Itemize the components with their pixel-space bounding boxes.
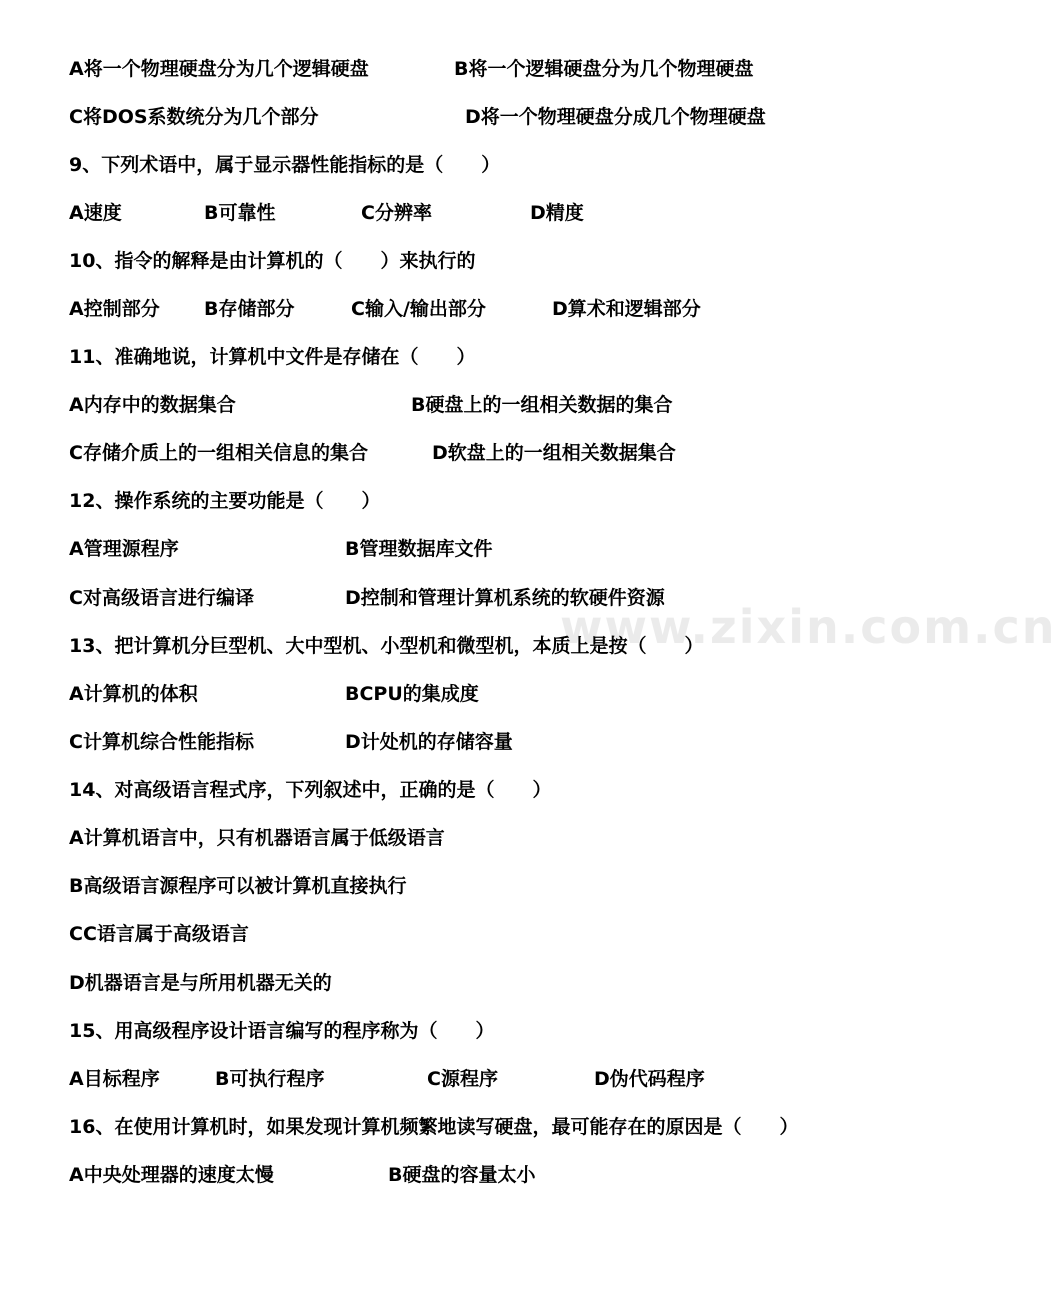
answer-option: D算术和逻辑部分 [552,298,701,320]
answer-option: A计算机语言中，只有机器语言属于低级语言 [69,827,445,849]
question-text: 13、把计算机分巨型机、大中型机、小型机和微型机，本质上是按（ ） [69,635,704,657]
answer-option: B将一个逻辑硬盘分为几个物理硬盘 [454,58,754,80]
answer-option: A管理源程序 [69,538,179,560]
answer-option: A速度 [69,202,122,224]
answer-option: D计处机的存储容量 [345,731,513,753]
answer-option: B存储部分 [204,298,295,320]
question-text: 15、用高级程序设计语言编写的程序称为（ ） [69,1020,495,1042]
question-text: 10、指令的解释是由计算机的（ ）来执行的 [69,250,476,272]
answer-option: BCPU的集成度 [345,683,479,705]
answer-option: C输入/输出部分 [351,298,486,320]
watermark: www.zixin.com.cn [560,600,1057,654]
question-text: 12、操作系统的主要功能是（ ） [69,490,381,512]
answer-option: D精度 [530,202,584,224]
answer-option: C源程序 [427,1068,498,1090]
answer-option: C存储介质上的一组相关信息的集合 [69,442,368,464]
answer-option: A中央处理器的速度太慢 [69,1164,274,1186]
answer-option: C计算机综合性能指标 [69,731,254,753]
answer-option: A计算机的体积 [69,683,198,705]
answer-option: B硬盘上的一组相关数据的集合 [411,394,673,416]
answer-option: D伪代码程序 [594,1068,705,1090]
question-text: 14、对高级语言程式序，下列叙述中，正确的是（ ） [69,779,552,801]
answer-option: A内存中的数据集合 [69,394,236,416]
answer-option: A控制部分 [69,298,160,320]
answer-option: D控制和管理计算机系统的软硬件资源 [345,587,665,609]
question-text: 9、下列术语中，属于显示器性能指标的是（ ） [69,154,501,176]
answer-option: B可靠性 [204,202,276,224]
answer-option: D将一个物理硬盘分成几个物理硬盘 [465,106,766,128]
answer-option: CC语言属于高级语言 [69,923,249,945]
question-text: 11、准确地说，计算机中文件是存储在（ ） [69,346,476,368]
answer-option: B高级语言源程序可以被计算机直接执行 [69,875,407,897]
answer-option: B管理数据库文件 [345,538,493,560]
answer-option: D软盘上的一组相关数据集合 [432,442,676,464]
answer-option: C对高级语言进行编译 [69,587,254,609]
answer-option: C将DOS系数统分为几个部分 [69,106,319,128]
answer-option: C分辨率 [361,202,432,224]
answer-option: A将一个物理硬盘分为几个逻辑硬盘 [69,58,369,80]
answer-option: B硬盘的容量太小 [388,1164,536,1186]
question-text: 16、在使用计算机时，如果发现计算机频繁地读写硬盘，最可能存在的原因是（ ） [69,1116,799,1138]
answer-option: B可执行程序 [215,1068,325,1090]
answer-option: D机器语言是与所用机器无关的 [69,972,332,994]
answer-option: A目标程序 [69,1068,160,1090]
